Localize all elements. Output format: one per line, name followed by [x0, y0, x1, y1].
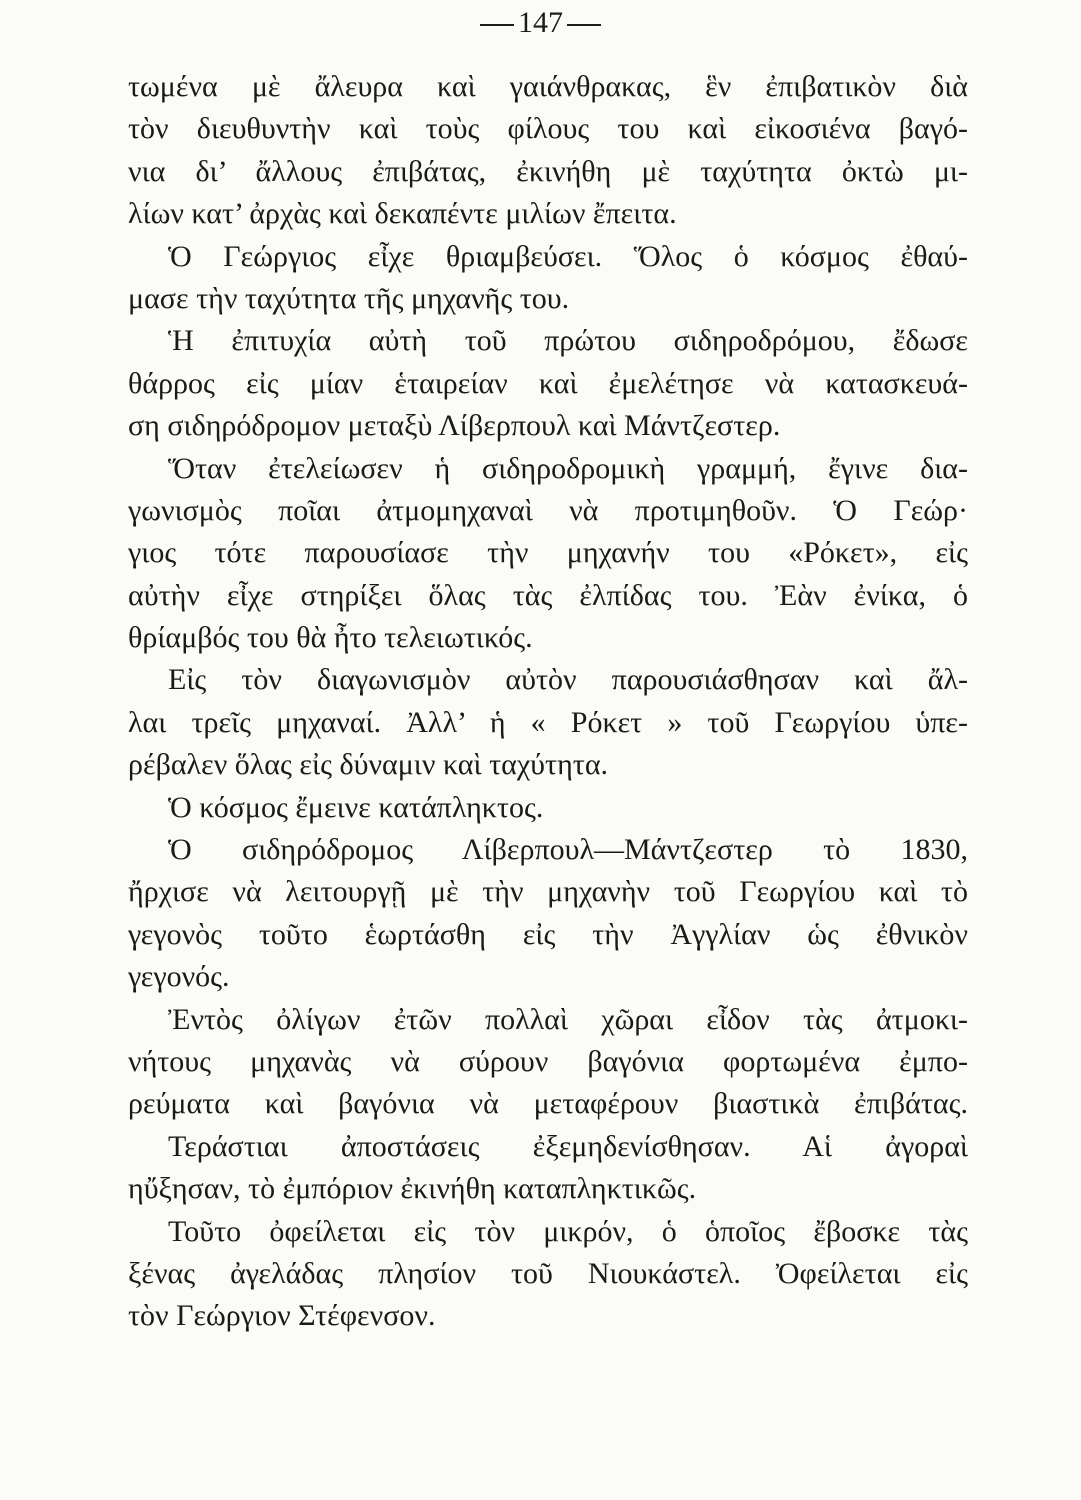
text-line: λίων κατ’ ἀρχὰς καὶ δεκαπέντε μιλίων ἔπειτα. — [128, 197, 677, 231]
page-number: 147 — [518, 6, 563, 39]
text-line: Ὁ κόσμος ἔμεινε κατάπληκτος. — [168, 790, 544, 824]
text-line: γεγονός. — [128, 960, 230, 994]
text-line: τωμένα μὲ ἄλευρα καὶ γαιάνθρακας, ἓν ἐπιβατικὸν διὰ — [128, 70, 968, 103]
text-line: ρέβαλεν ὅλας εἰς δύναμιν καὶ ταχύτητα. — [128, 748, 609, 782]
text-line: νήτους μηχανὰς νὰ σύρουν βαγόνια φορτωμένα ἐμπο- — [128, 1044, 968, 1078]
text-line: Ὁ σιδηρόδρομος Λίβερπουλ—Μάντζεστερ τὸ 1830, — [168, 833, 968, 867]
text-line: γωνισμὸς ποῖαι ἀτμομηχαναὶ νὰ προτιμηθοῦν. Ὁ Γεώρ· — [128, 493, 968, 527]
text-line: αὐτὴν εἶχε στηρίξει ὅλας τὰς ἐλπίδας του. Ἐὰν ἐνίκα, ὁ — [128, 578, 968, 612]
text-line: ξένας ἀγελάδας πλησίον τοῦ Νιουκάστελ. Ὀφείλεται εἰς — [128, 1256, 968, 1290]
text-line: Ἡ ἐπιτυχία αὐτὴ τοῦ πρώτου σιδηροδρόμου, ἔδωσε — [168, 324, 968, 358]
text-line: Ὁ Γεώργιος εἶχε θριαμβεύσει. Ὅλος ὁ κόσμος ἐθαύ- — [168, 239, 968, 273]
left-dash — [480, 24, 514, 26]
text-line: ση σιδηρόδρομον μεταξὺ Λίβερπουλ καὶ Μάντζεστερ. — [128, 409, 781, 443]
text-line: Τοῦτο ὀφείλεται εἰς τὸν μικρόν, ὁ ὁποῖος ἔβοσκε τὰς — [168, 1214, 968, 1248]
text-line: μασε τὴν ταχύτητα τῆς μηχανῆς του. — [128, 281, 570, 315]
text-line: Ἐντὸς ὀλίγων ἐτῶν πολλαὶ χῶραι εἶδον τὰς ἀτμοκι- — [168, 1002, 968, 1036]
text-line: ρεύματα καὶ βαγόνια νὰ μεταφέρουν βιαστικὰ ἐπιβάτας. — [128, 1087, 968, 1121]
body-text — [128, 66, 968, 1338]
text-line: θρίαμβός του θὰ ἦτο τελειωτικός. — [128, 621, 533, 655]
text-line: θάρρος εἰς μίαν ἑταιρείαν καὶ ἐμελέτησε νὰ κατασκευά- — [128, 366, 968, 400]
text-line: γεγονὸς τοῦτο ἑωρτάσθη εἰς τὴν Ἀγγλίαν ὡς ἐθνικὸν — [128, 917, 968, 951]
text-line: λαι τρεῖς μηχαναί. Ἀλλ’ ἡ « Ρόκετ » τοῦ Γεωργίου ὑπε- — [128, 705, 968, 739]
text-line: τὸν διευθυντὴν καὶ τοὺς φίλους του καὶ εἰκοσιένα βαγό- — [128, 112, 968, 146]
text-line: νια δι’ ἄλλους ἐπιβάτας, ἐκινήθη μὲ ταχύτητα ὀκτὼ μι- — [128, 154, 968, 188]
text-line: Ὅταν ἐτελείωσεν ἡ σιδηροδρομικὴ γραμμή, ἔγινε δια- — [168, 451, 968, 485]
text-line: γιος τότε παρουσίασε τὴν μηχανήν του «Ρόκετ», εἰς — [128, 536, 968, 570]
page-header — [0, 6, 1081, 40]
text-line: ἤρχισε νὰ λειτουργῇ μὲ τὴν μηχανὴν τοῦ Γεωργίου καὶ τὸ — [128, 875, 968, 909]
right-dash — [567, 24, 601, 26]
text-line: τὸν Γεώργιον Στέφενσον. — [128, 1299, 436, 1333]
text-line: Εἰς τὸν διαγωνισμὸν αὐτὸν παρουσιάσθησαν καὶ ἄλ- — [168, 663, 968, 697]
text-line: ηὔξησαν, τὸ ἐμπόριον ἐκινήθη καταπληκτικῶς. — [128, 1172, 697, 1206]
text-line: Τεράστιαι ἀποστάσεις ἐξεμηδενίσθησαν. Αἱ ἀγοραὶ — [168, 1129, 968, 1163]
